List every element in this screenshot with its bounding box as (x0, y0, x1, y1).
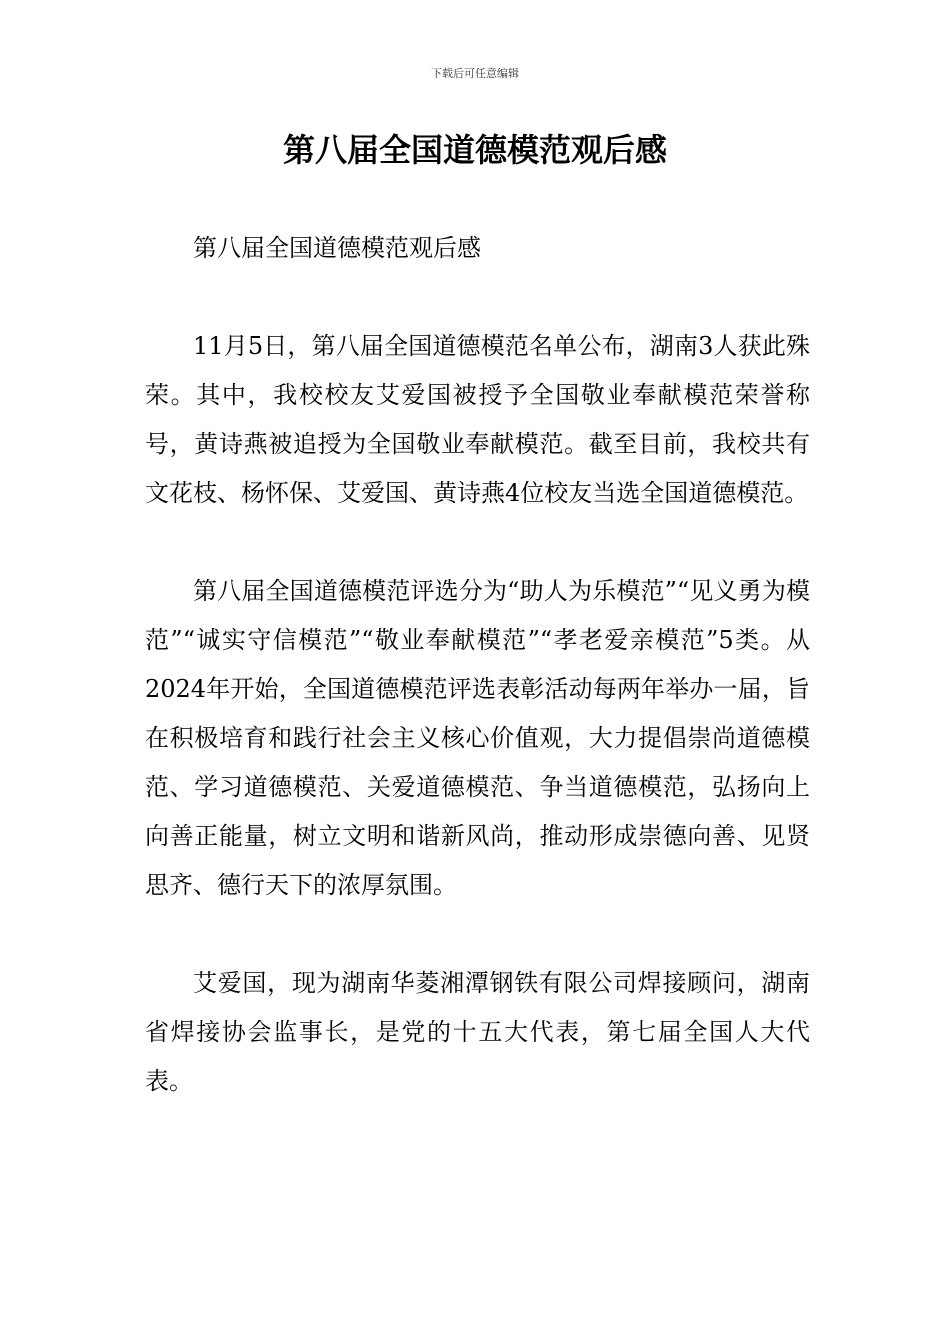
document-body (145, 224, 810, 1155)
document-title: 第八届全国道德模范观后感 (282, 131, 667, 169)
paragraph-selection: 第八届全国道德模范评选分为“助人为乐模范”“见义勇为模范”“诚实守信模范”“敬业奉献模范”“孝老爱亲模范”5类。从2024年开始，全国道德模范评选表彰活动每两年举办一届，旨在积极培育和践行社会主义核心价值观，大力提倡崇尚道德模范、学习道德模范、关爱道德模范、争当道德模范，弘扬向上向善正能量，树立文明和谐新风尚，推动形成崇德向善、见贤思齐、德行天下的浓厚氛围。 (145, 577, 810, 899)
paragraph-subtitle: 第八届全国道德模范观后感 (193, 234, 481, 262)
paragraph-announcement: 11月5日，第八届全国道德模范名单公布，湖南3人获此殊荣。其中，我校校友艾爱国被授予全国敬业奉献模范荣誉称号，黄诗燕被追授为全国敬业奉献模范。截至目前，我校共有文花枝、杨怀保、艾爱国、黄诗燕4位校友当选全国道德模范。 (145, 332, 810, 507)
header-note: 下载后可任意编辑 (431, 67, 519, 80)
paragraph-profile: 艾爱国，现为湖南华菱湘潭钢铁有限公司焊接顾问，湖南省焊接协会监事长，是党的十五大代表，第七届全国人大代表。 (145, 969, 810, 1095)
